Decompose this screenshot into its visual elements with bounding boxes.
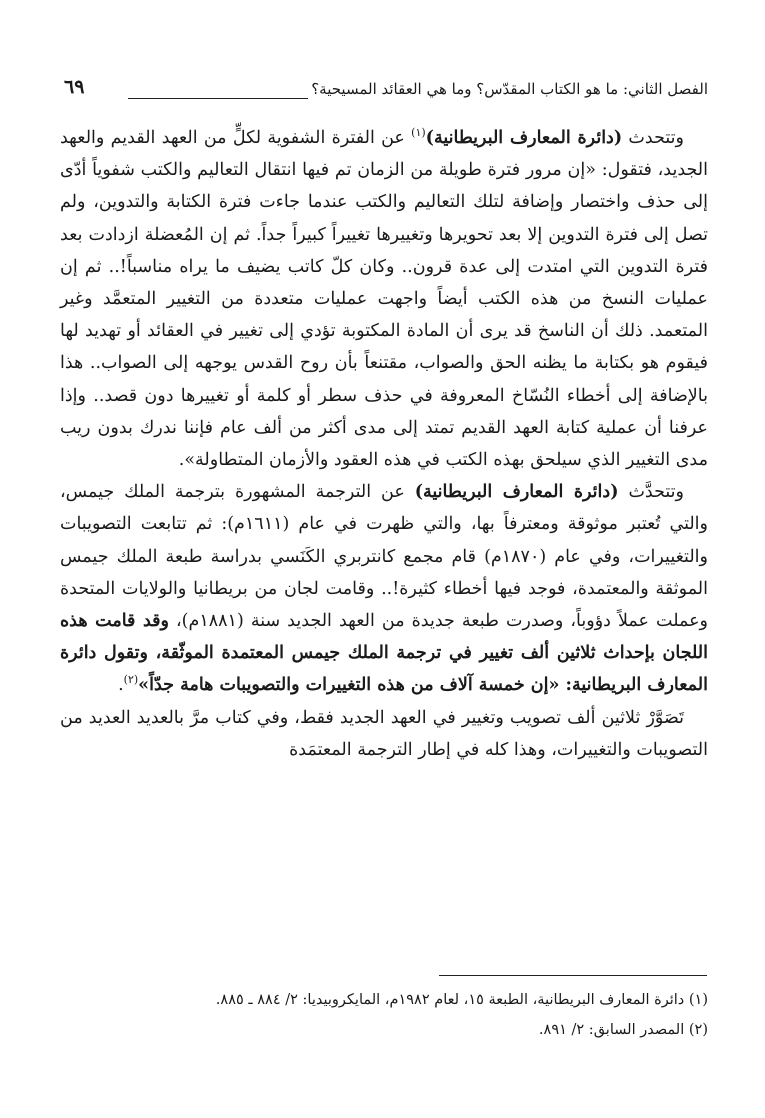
paragraph-1 xyxy=(60,122,708,476)
p3-text: تَصَوَّرْ ثلاثين ألف تصويب وتغيير في العهد الجديد فقط، وفي كتاب مرَّ بالعديد العديد من التصويبات والتغييرات، وهذا كله في إطار الترجمة المعتمَدة xyxy=(60,707,708,760)
header-rule xyxy=(128,98,308,99)
p1-text: عن الفترة الشفوية لكلٍّ من العهد القديم والعهد الجديد، فتقول: «إن مرور فترة طويلة من الزمان تم فيها انتقال التعاليم والكتب شفوياً أدّى إلى حذف واختصار وإضافة لتلك التعاليم والكتب عندما جاءت فترة الكتابة والتدوين، ولم تصل إلى فترة التدوين إلا بعد تحويرها وتغييرها تغييراً كبيراً جداً. ثم إن المُعضلة ازدادت بعد فترة التدوين التي امتدت إلى عدة قرون.. وكان كلّ كاتب يضيف ما يراه مناسباً!.. ثم إن عمليات النسخ من هذه الكتب أيضاً واجهت عمليات متعددة من التغيير المتعمَّد وغير المتعمد. ذلك أن الناسخ قد يرى أن المادة المكتوبة تؤدي إلى تغيير في العقائد أو تهديد لها فيقوم هو بكتابة ما يظنه الحق والصواب، مقتنعاً بأن روح القدس يوجهه إلى الصواب.. هذا بالإضافة إلى أخطاء النُسّاخ المعروفة في حذف سطر أو كلمة أو تغييرها دون قصد.. وإذا عرفنا أن عملية كتابة العهد القديم تمتد إلى مدى أكثر من ألف عام فإننا ندرك بدون ريب مدى التغيير الذي سيلحق بهذه الكتب في هذه العقود والأزمان المتطاولة». xyxy=(60,128,708,471)
p1-source: (دائرة المعارف البريطانية) xyxy=(425,128,623,148)
footnote-ref-1: (١) xyxy=(411,126,426,140)
p2-intro: وتتحدَّث xyxy=(618,482,685,503)
footnote-1: (١) دائرة المعارف البريطانية، الطبعة ١٥، لعام ١٩٨٢م، المايكروبيديا: ٢/ ٨٨٤ ـ ٨٨٥. xyxy=(215,992,708,1008)
footnote-ref-2: (٢) xyxy=(123,673,139,687)
p2-end: . xyxy=(118,675,124,696)
paragraph-3 xyxy=(60,702,708,766)
p1-intro: وتتحدث xyxy=(622,128,684,148)
running-title: الفصل الثاني: ما هو الكتاب المقدّس؟ وما هي العقائد المسيحية؟ xyxy=(311,80,708,98)
page-header xyxy=(64,76,708,110)
page-number: ٦٩ xyxy=(64,76,85,98)
footnote-rule xyxy=(439,975,707,976)
footnotes xyxy=(60,985,708,1045)
paragraph-2 xyxy=(60,476,708,701)
footnote-2: (٢) المصدر السابق: ٢/ ٨٩١. xyxy=(538,1022,708,1038)
p2-source: (دائرة المعارف البريطانية) xyxy=(414,482,619,503)
p2-bold-text: وقد قامت هذه اللجان بإحداث ثلاثين ألف تغيير في ترجمة الملك جيمس المعتمدة الموثّقة، وتقول دائرة المعارف البريطانية: «إن خمسة آلاف من هذه التغييرات والتصويبات هامة جدّاً» xyxy=(60,611,708,696)
body-text xyxy=(60,122,708,766)
p2-text: عن الترجمة المشهورة بترجمة الملك جيمس، والتي تُعتبر موثوقة ومعترفاً بها، والتي ظهرت في عام (١٦١١م): ثم تتابعت التصويبات والتغييرات، وفي عام (١٨٧٠م) قام مجمع كانتربري الكَنَسي بدراسة طبعة الملك جيمس الموثقة والمعتمدة، فوجد فيها أخطاء كثيرة!.. وقامت لجان من بريطانيا والولايات المتحدة وعملت عملاً دؤوباً، وصدرت طبعة جديدة من العهد الجديد سنة (١٨٨١م)، xyxy=(60,482,709,632)
